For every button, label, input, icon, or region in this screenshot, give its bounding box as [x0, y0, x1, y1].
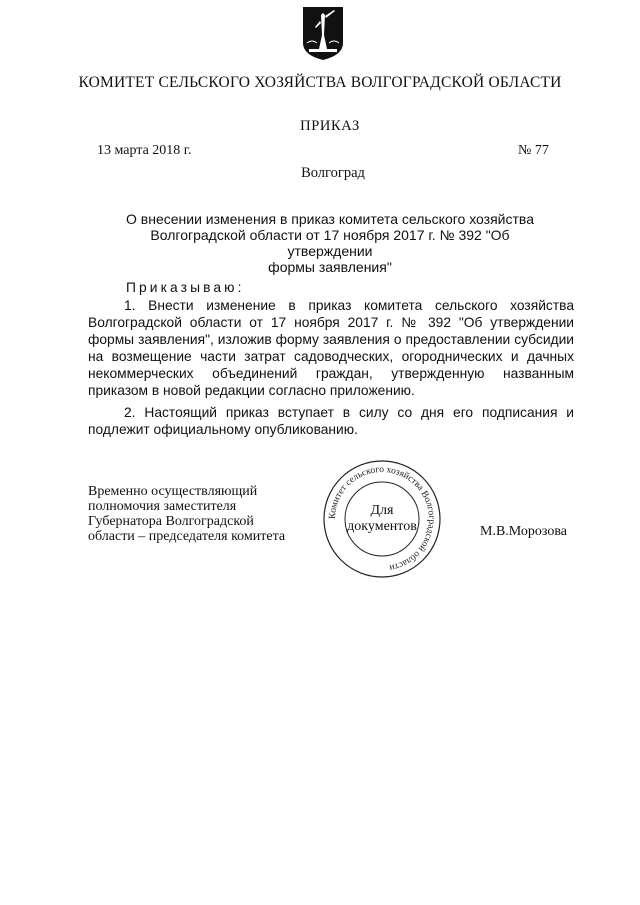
- official-seal: [321, 458, 443, 580]
- subject-line: Волгоградской области от 17 ноября 2017 г. № 392 "Об утверждении: [150, 227, 510, 259]
- committee-name: КОМИТЕТ СЕЛЬСКОГО ХОЗЯЙСТВА ВОЛГОГРАДСКОЙ ОБЛАСТИ: [78, 74, 562, 91]
- paragraph-1: 1. Внести изменение в приказ комитета сельского хозяйства Волгоградской области от 17 ноября 2017 г. № 392 "Об утверждении формы заявления", изложив форму заявления о предоставлении субсидии на возмещение части затрат садоводческих, огороднических и дачных некоммерческих объединений граждан, утвержденную названным приказом в новой редакции согласно приложению.: [88, 298, 574, 398]
- document-type: ПРИКАЗ: [300, 118, 360, 134]
- seal-center-line: документов: [347, 519, 417, 534]
- seal-center-line: Для: [370, 503, 394, 518]
- order-date: 13 марта 2018 г.: [97, 143, 192, 158]
- signer-line: Губернатора Волгоградской: [88, 514, 254, 529]
- volgograd-emblem-icon: [301, 5, 345, 62]
- signer-line: области – председателя комитета: [88, 529, 286, 544]
- signer-line: Временно осуществляющий: [88, 484, 258, 499]
- signer-name: М.В.Морозова: [480, 524, 567, 539]
- seal-ring-text: Комитет сельского хозяйства Волгоградской области: [327, 464, 437, 573]
- paragraph-2: 2. Настоящий приказ вступает в силу со дня его подписания и подлежит официальному опубликованию.: [88, 405, 574, 437]
- order-word: Приказываю:: [126, 280, 245, 295]
- subject-line: О внесении изменения в приказ комитета сельского хозяйства: [126, 211, 534, 227]
- signer-position: [88, 484, 285, 544]
- order-number: № 77: [518, 143, 549, 158]
- city: Волгоград: [301, 165, 365, 181]
- signer-line: полномочия заместителя: [88, 499, 237, 514]
- order-subject: [110, 211, 550, 275]
- subject-line: формы заявления": [268, 259, 392, 275]
